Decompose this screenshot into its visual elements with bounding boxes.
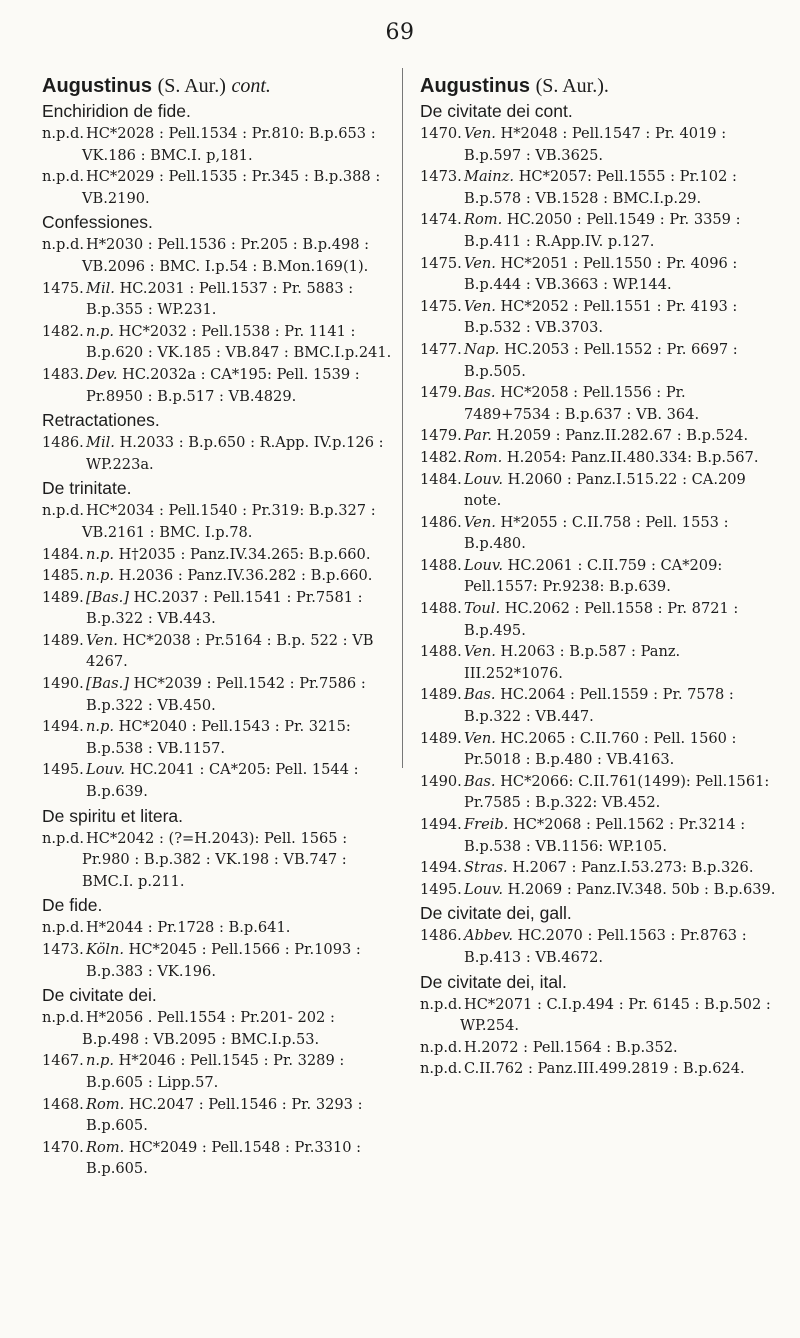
entry-references: C.II.762 : Panz.III.499.2819 : B.p.624. (464, 1060, 745, 1078)
entry-place: n.p. (86, 718, 115, 736)
entry-year: 1494. (42, 718, 84, 736)
entry-place: Freib. (464, 816, 509, 833)
entry-references: HC.2053 : Pell.1552 : Pr. 6697 : B.p.505. (464, 340, 738, 380)
catalog-entry (420, 857, 776, 879)
catalog-entry (42, 716, 394, 759)
catalog-entry (42, 123, 394, 166)
entry-references: H*2048 : Pell.1547 : Pr. 4019 : B.p.597 : VB.3625. (464, 125, 727, 164)
entry-year: 1490. (42, 675, 84, 693)
entry-place: Köln. (86, 941, 125, 958)
catalog-entry (42, 917, 394, 939)
catalog-entry (42, 544, 394, 566)
heading-name: Augustinus (42, 75, 152, 97)
entry-year: 1482. (420, 448, 462, 466)
entry-year: 1486. (42, 434, 84, 452)
catalog-entry (42, 759, 394, 802)
entry-year: 1486. (420, 927, 462, 945)
catalog-entry (42, 432, 394, 475)
catalog-entry (420, 123, 776, 166)
entry-references: HC*2042 : (?=H.2043): Pell. 1565 : Pr.980 : B.p.382 : VK.198 : VB.747 : BMC.I. p.211. (82, 829, 348, 890)
entry-references: H*2030 : Pell.1536 : Pr.205 : B.p.498 : VB.2096 : BMC. I.p.54 : B.Mon.169(1). (82, 236, 370, 275)
entry-year: n.p.d. (420, 1060, 462, 1078)
catalog-entry (420, 166, 776, 209)
entry-year: 1470. (420, 125, 462, 142)
right-heading (420, 74, 776, 98)
entry-year: n.p.d. (42, 1009, 84, 1027)
entry-year: 1482. (42, 322, 84, 340)
catalog-entry (42, 1137, 394, 1180)
catalog-entry (420, 382, 776, 425)
section-title: De fide. (42, 895, 103, 916)
entry-year: 1484. (42, 545, 84, 563)
entry-year: 1467. (42, 1052, 84, 1070)
entry-year: 1494. (420, 816, 462, 833)
entry-year: 1475. (42, 279, 84, 297)
catalog-entry (420, 728, 776, 771)
catalog-entry (420, 512, 776, 555)
entry-year: 1489. (42, 588, 84, 606)
entry-references: HC*2029 : Pell.1535 : Pr.345 : B.p.388 : VB.2190. (82, 168, 381, 207)
right-sections (420, 100, 776, 1080)
entry-references: HC*2068 : Pell.1562 : Pr.3214 : B.p.538 : VB.1156: WP.105. (464, 816, 746, 855)
entry-year: 1495. (420, 880, 462, 898)
left-column (42, 74, 394, 1180)
entry-place: Ven. (464, 297, 496, 315)
entry-place: Rom. (464, 211, 503, 229)
entry-references: H.2033 : B.p.650 : R.App. IV.p.126 : WP.223a. (86, 434, 384, 473)
catalog-entry (42, 234, 394, 277)
catalog-entry (42, 500, 394, 543)
entry-references: HC*2028 : Pell.1534 : Pr.810: B.p.653 : VK.186 : BMC.I. p,181. (82, 125, 376, 164)
entry-year: 1495. (42, 761, 84, 779)
entry-year: 1489. (420, 729, 462, 747)
catalog-entry (420, 814, 776, 857)
section-title: De civitate dei, ital. (420, 971, 567, 992)
entry-references: HC*2071 : C.I.p.494 : Pr. 6145 : B.p.502 : WP.254. (460, 995, 771, 1035)
left-sections (42, 100, 394, 1180)
entry-place: Bas. (464, 384, 496, 402)
entry-place: Mil. (86, 279, 115, 297)
entry-references: HC*2057: Pell.1555 : Pr.102 : B.p.578 : VB.1528 : BMC.I.p.29. (464, 168, 737, 207)
catalog-entry (420, 598, 776, 641)
entry-year: 1475. (420, 297, 462, 315)
entry-place: n.p. (86, 545, 115, 563)
entry-place: Dev. (86, 365, 118, 383)
entry-place: Bas. (464, 686, 496, 704)
catalog-entry (420, 469, 776, 512)
catalog-entry (420, 339, 776, 382)
entry-year: n.p.d. (420, 1038, 462, 1056)
entry-references: HC.2032a : CA*195: Pell. 1539 : Pr.8950 : B.p.517 : VB.4829. (86, 365, 360, 405)
heading-qualifier: (S. Aur.) (157, 75, 226, 97)
entry-place: Ven. (464, 729, 496, 747)
section-title: De spiritu et litera. (42, 805, 184, 826)
catalog-entry (42, 630, 394, 673)
entry-year: 1488. (420, 556, 462, 574)
entry-place: Ven. (464, 643, 496, 661)
entry-references: HC.2031 : Pell.1537 : Pr. 5883 : B.p.355 : WP.231. (86, 279, 354, 319)
entry-place: Rom. (86, 1095, 125, 1113)
entry-year: 1473. (420, 168, 462, 186)
entry-references: HC*2052 : Pell.1551 : Pr. 4193 : B.p.532 : VB.3703. (464, 297, 738, 337)
entry-place: Par. (464, 427, 492, 445)
right-column (420, 74, 776, 1080)
entry-year: 1486. (420, 513, 462, 531)
catalog-entry (42, 1007, 394, 1050)
entry-references: HC.2064 : Pell.1559 : Pr. 7578 : B.p.322 : VB.447. (464, 686, 734, 726)
entry-place: Ven. (86, 631, 118, 649)
entry-year: 1484. (420, 470, 462, 488)
entry-place: Louv. (464, 556, 504, 574)
entry-references: HC*2038 : Pr.5164 : B.p. 522 : VB 4267. (86, 631, 374, 671)
entry-references: HC.2050 : Pell.1549 : Pr. 3359 : B.p.411 : R.App.IV. p.127. (464, 211, 741, 250)
entry-references: HC*2051 : Pell.1550 : Pr. 4096 : B.p.444 : VB.3663 : WP.144. (464, 254, 738, 294)
heading-qualifier: (S. Aur.). (535, 75, 609, 97)
entry-place: Abbev. (464, 927, 514, 945)
heading-cont: cont. (231, 75, 271, 97)
entry-references: H*2046 : Pell.1545 : Pr. 3289 : B.p.605 : Lipp.57. (86, 1052, 345, 1091)
entry-place: Louv. (464, 470, 504, 488)
entry-references: HC*2040 : Pell.1543 : Pr. 3215: B.p.538 : VB.1157. (86, 718, 351, 757)
entry-year: 1475. (420, 254, 462, 272)
entry-place: [Bas.] (86, 588, 129, 606)
catalog-entry (42, 565, 394, 587)
catalog-entry (42, 1094, 394, 1137)
entry-place: n.p. (86, 567, 115, 585)
entry-references: HC.2047 : Pell.1546 : Pr. 3293 : B.p.605. (86, 1095, 363, 1135)
catalog-entry (420, 1037, 776, 1059)
section-title: Confessiones. (42, 212, 153, 233)
entry-place: Nap. (464, 340, 500, 358)
entry-year: 1488. (420, 643, 462, 661)
entry-references: HC*2039 : Pell.1542 : Pr.7586 : B.p.322 : VB.450. (86, 675, 366, 714)
entry-references: HC.2062 : Pell.1558 : Pr. 8721 : B.p.495. (464, 600, 739, 639)
catalog-entry (42, 939, 394, 982)
catalog-entry (420, 684, 776, 727)
section-title: Retractationes. (42, 410, 160, 431)
catalog-entry (42, 1050, 394, 1093)
entry-year: 1479. (420, 427, 462, 445)
entry-place: Ven. (464, 125, 496, 142)
entry-year: 1489. (42, 631, 84, 649)
entry-references: H.2067 : Panz.I.53.273: B.p.326. (512, 859, 754, 877)
entry-year: n.p.d. (42, 125, 84, 142)
catalog-entry (420, 253, 776, 296)
entry-references: H.2069 : Panz.IV.348. 50b : B.p.639. (507, 880, 776, 898)
entry-references: HC.2041 : CA*205: Pell. 1544 : B.p.639. (86, 761, 359, 801)
entry-references: H*2055 : C.II.758 : Pell. 1553 : B.p.480. (464, 513, 729, 553)
entry-year: 1488. (420, 600, 462, 618)
catalog-entry (42, 166, 394, 209)
catalog-entry (42, 673, 394, 716)
catalog-entry (42, 278, 394, 321)
entry-references: H.2054: Panz.II.480.334: B.p.567. (506, 448, 759, 466)
entry-year: 1483. (42, 365, 84, 383)
entry-references: HC.2065 : C.II.760 : Pell. 1560 : Pr.5018 : B.p.480 : VB.4163. (464, 729, 737, 769)
entry-year: n.p.d. (42, 236, 84, 254)
entry-references: H.2036 : Panz.IV.36.282 : B.p.660. (118, 567, 373, 585)
section-title: De civitate dei. (42, 985, 157, 1006)
entry-references: H.2063 : B.p.587 : Panz. III.252*1076. (464, 643, 681, 682)
entry-year: n.p.d. (42, 919, 84, 937)
catalog-entry (420, 925, 776, 968)
entry-place: Rom. (464, 448, 503, 466)
entry-year: n.p.d. (42, 168, 84, 186)
entry-references: H*2044 : Pr.1728 : B.p.641. (86, 919, 291, 937)
entry-references: HC.2070 : Pell.1563 : Pr.8763 : B.p.413 : VB.4672. (464, 927, 747, 966)
entry-references: HC*2034 : Pell.1540 : Pr.319: B.p.327 : VB.2161 : BMC. I.p.78. (82, 502, 376, 541)
catalog-entry (420, 771, 776, 814)
catalog-entry (420, 994, 776, 1037)
heading-name: Augustinus (420, 75, 530, 97)
entry-references: HC*2049 : Pell.1548 : Pr.3310 : B.p.605. (86, 1138, 362, 1178)
catalog-entry (42, 321, 394, 364)
entry-references: H.2072 : Pell.1564 : B.p.352. (464, 1038, 678, 1056)
entry-place: Mainz. (464, 168, 515, 186)
section-title: De trinitate. (42, 478, 132, 499)
entry-references: HC*2032 : Pell.1538 : Pr. 1141 : B.p.620 : VK.185 : VB.847 : BMC.I.p.241. (86, 322, 392, 362)
entry-place: [Bas.] (86, 675, 129, 693)
column-divider (402, 68, 403, 768)
entry-references: HC*2066: C.II.761(1499): Pell.1561: Pr.7585 : B.p.322: VB.452. (464, 772, 770, 812)
page-number: 69 (385, 20, 415, 45)
catalog-entry (420, 425, 776, 447)
entry-year: 1477. (420, 340, 462, 358)
catalog-entry (42, 587, 394, 630)
entry-references: H.2060 : Panz.I.515.22 : CA.209 note. (464, 470, 746, 510)
section-title: Enchiridion de fide. (42, 101, 191, 121)
left-heading (42, 74, 394, 98)
catalog-entry (420, 209, 776, 252)
entry-year: 1470. (42, 1138, 84, 1156)
entry-references: HC*2058 : Pell.1556 : Pr. 7489+7534 : B.p.637 : VB. 364. (464, 384, 700, 423)
entry-year: 1474. (420, 211, 462, 229)
catalog-entry (420, 555, 776, 598)
entry-place: Bas. (464, 772, 496, 790)
entry-place: Rom. (86, 1138, 125, 1156)
entry-year: 1473. (42, 941, 84, 958)
entry-place: Toul. (464, 600, 501, 618)
entry-place: Louv. (86, 761, 126, 779)
entry-year: n.p.d. (42, 502, 84, 520)
entry-year: 1468. (42, 1095, 84, 1113)
entry-year: 1490. (420, 772, 462, 790)
entry-year: 1489. (420, 686, 462, 704)
entry-year: 1485. (42, 567, 84, 585)
entry-references: HC.2061 : C.II.759 : CA*209: Pell.1557: Pr.9238: B.p.639. (464, 556, 723, 596)
entry-references: H†2035 : Panz.IV.34.265: B.p.660. (118, 545, 371, 563)
catalog-entry (420, 296, 776, 339)
entry-place: Ven. (464, 513, 496, 531)
catalog-entry (420, 641, 776, 684)
entry-year: n.p.d. (420, 995, 462, 1013)
catalog-entry (420, 879, 776, 901)
catalog-entry (42, 364, 394, 407)
entry-references: H*2056 . Pell.1554 : Pr.201- 202 : B.p.498 : VB.2095 : BMC.I.p.53. (82, 1009, 335, 1048)
entry-place: Stras. (464, 859, 508, 877)
entry-year: 1479. (420, 384, 462, 402)
section-title: De civitate dei, gall. (420, 903, 572, 924)
entry-references: H.2059 : Panz.II.282.67 : B.p.524. (496, 427, 749, 445)
catalog-entry (420, 1058, 776, 1080)
entry-place: n.p. (86, 1052, 115, 1070)
section-title: De civitate dei cont. (420, 101, 573, 121)
entry-year: n.p.d. (42, 829, 84, 847)
entry-references: HC*2045 : Pell.1566 : Pr.1093 : B.p.383 : VK.196. (86, 941, 361, 980)
entry-place: n.p. (86, 322, 115, 340)
entry-place: Mil. (86, 434, 115, 452)
entry-references: HC.2037 : Pell.1541 : Pr.7581 : B.p.322 : VB.443. (86, 588, 363, 628)
catalog-entry (42, 828, 394, 893)
entry-year: 1494. (420, 859, 462, 877)
catalog-entry (420, 447, 776, 469)
entry-place: Louv. (464, 880, 504, 898)
entry-place: Ven. (464, 254, 496, 272)
